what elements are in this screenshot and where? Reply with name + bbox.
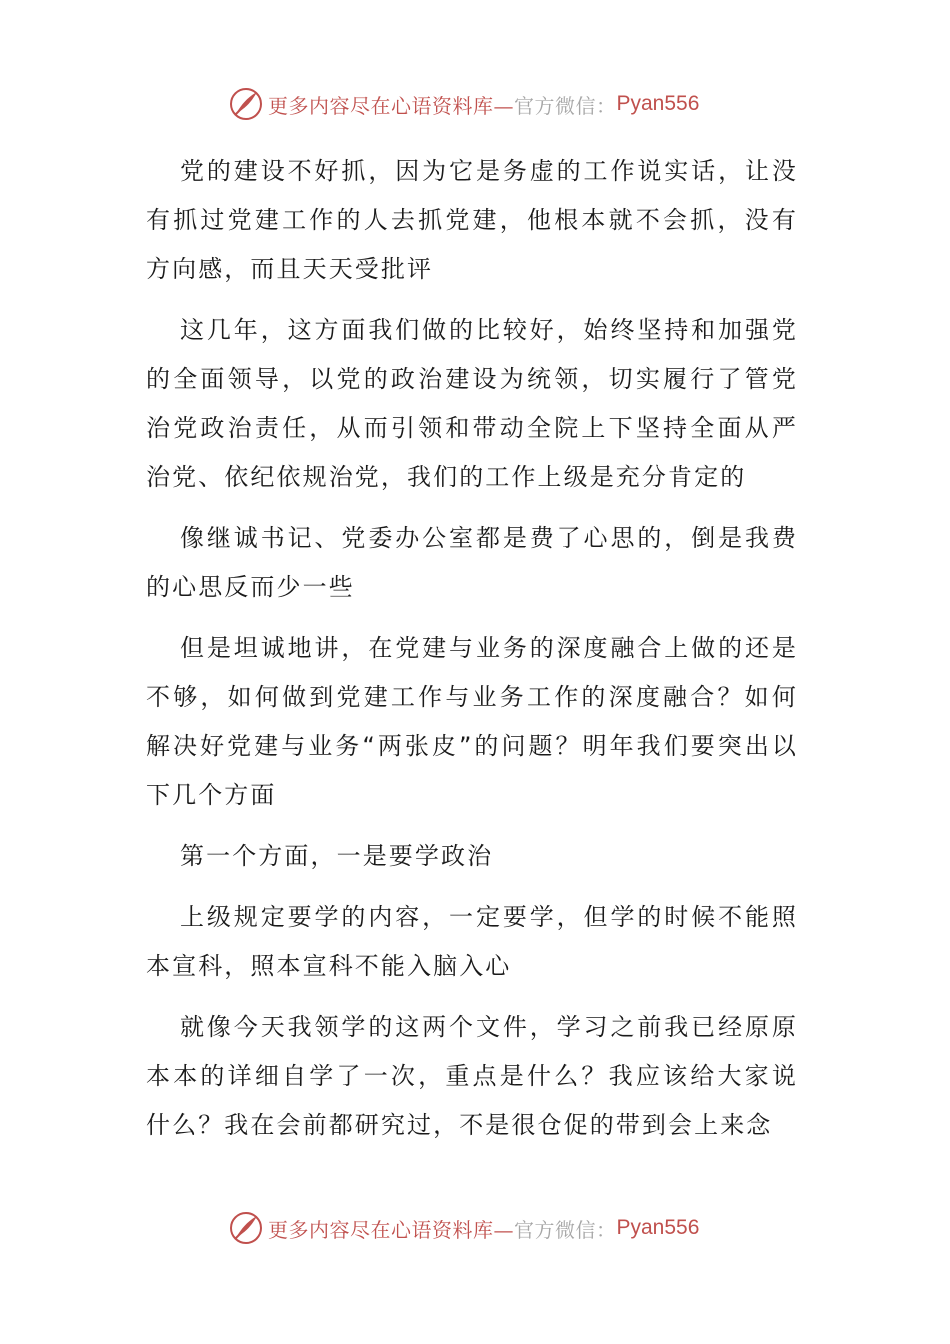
paragraph: 上级规定要学的内容，一定要学，但学的时候不能照本宣科，照本宣科不能入脑入心 (146, 903, 798, 980)
watermark-wechat-label: 官方微信： (514, 93, 617, 118)
paragraph: 像继诚书记、党委办公室都是费了心思的，倒是我费的心思反而少一些 (146, 524, 798, 601)
document-body (146, 147, 798, 1162)
watermark-text: 更多内容尽在心语资料库— (268, 93, 514, 118)
paragraph: 党的建设不好抓，因为它是务虚的工作说实话，让没有抓过党建工作的人去抓党建，他根本就不会抓，没有方向感，而且天天受批评 (146, 157, 798, 283)
watermark-wechat-id: Pyan556 (616, 92, 700, 115)
paragraph: 但是坦诚地讲，在党建与业务的深度融合上做的还是不够，如何做到党建工作与业务工作的深度融合？如何解决好党建与业务“两张皮”的问题？明年我们要突出以下几个方面 (146, 634, 798, 809)
quill-pen-icon (228, 86, 264, 122)
watermark-wechat-label: 官方微信： (514, 1217, 617, 1242)
quill-pen-icon (228, 1210, 264, 1246)
header-watermark (228, 84, 699, 124)
paragraph: 第一个方面，一是要学政治 (180, 842, 494, 870)
paragraph: 就像今天我领学的这两个文件，学习之前我已经原原本本的详细自学了一次，重点是什么？我应该给大家说什么？我在会前都研究过，不是很仓促的带到会上来念 (146, 1013, 798, 1139)
watermark-wechat-id: Pyan556 (616, 1216, 700, 1239)
watermark-text: 更多内容尽在心语资料库— (268, 1217, 514, 1242)
paragraph: 这几年，这方面我们做的比较好，始终坚持和加强党的全面领导，以党的政治建设为统领，切实履行了管党治党政治责任，从而引领和带动全院上下坚持全面从严治党、依纪依规治党，我们的工作上级是充分肯定的 (146, 316, 798, 491)
footer-watermark (228, 1208, 699, 1248)
